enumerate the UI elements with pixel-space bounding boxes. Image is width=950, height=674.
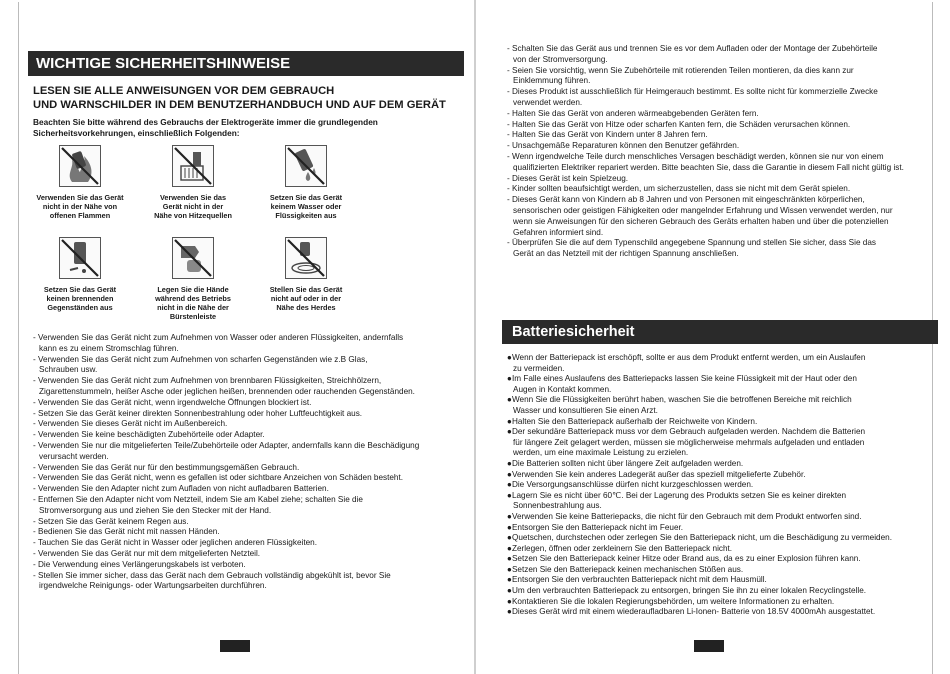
- list-item: [33, 495, 463, 517]
- list-item: [507, 141, 937, 152]
- battery-safety-list: [507, 353, 937, 618]
- list-item: [507, 44, 937, 66]
- list-item: [33, 430, 463, 441]
- item-line: qualifizierten Elektriker repariert werden. Bitte beachten Sie, dass die Garantie in diesem Fall nicht gültig ist.: [513, 162, 904, 172]
- caption-line: Nähe des Herdes: [276, 303, 336, 312]
- bullet-item: [507, 597, 937, 608]
- list-item: [507, 195, 937, 238]
- intro-line: Sicherheitsvorkehrungen, einschließlich Folgenden:: [33, 127, 240, 138]
- item-line: sensorischen oder geistigen Fähigkeiten oder mangelnder Erfahrung und Wissen verwendet werden, nur: [513, 205, 893, 215]
- item-line: Einklemmung führen.: [513, 76, 591, 86]
- caption-line: Setzen Sie das Gerät: [269, 193, 343, 202]
- item-line: ●Im Falle eines Auslaufens des Batteriepacks lassen Sie keine Flüssigkeit mit der Haut oder den: [507, 374, 857, 384]
- caption-line: keinem Wasser oder: [270, 202, 342, 211]
- intro-line: Beachten Sie bitte während des Gebrauchs der Elektrogeräte immer die grundlegenden: [33, 117, 378, 127]
- no-flame-icon: [59, 145, 101, 187]
- list-item: [33, 484, 463, 495]
- item-line: Wasser und konsultieren Sie einen Arzt.: [513, 405, 658, 415]
- caption-line: Gerät nicht in der: [162, 202, 224, 211]
- no-burning-objects-icon: [59, 237, 101, 279]
- item-line: zu vermeiden.: [513, 363, 565, 373]
- item-line: - Dieses Gerät kann von Kindern ab 8 Jahren und von Personen mit eingeschränkten körperlichen,: [507, 195, 865, 205]
- list-item: [33, 473, 463, 484]
- caption-line: Nähe von Hitzequellen: [154, 211, 232, 220]
- list-item: [507, 120, 937, 131]
- item-line: kann es zu einem Stromschlag führen.: [39, 343, 179, 353]
- item-line: ●Verwenden Sie kein anderes Ladegerät außer das speziell mitgelieferte Zubehör.: [507, 469, 806, 479]
- item-line: - Stellen Sie immer sicher, dass das Gerät nach dem Gebrauch vollständig abgekühlt ist, bevor Sie: [33, 570, 391, 580]
- bullet-item: [507, 544, 937, 555]
- item-line: - Verwenden Sie das Gerät nicht zum Aufnehmen von brennbaren Flüssigkeiten, Streichhölzern,: [33, 376, 382, 386]
- warning-no-water: [258, 145, 354, 220]
- bullet-item: [507, 565, 937, 576]
- no-stove-icon: [285, 237, 327, 279]
- item-line: Augen in Kontakt kommen.: [513, 384, 612, 394]
- caption-line: Gegenständen aus: [47, 303, 113, 312]
- no-hands-brush-icon: [172, 237, 214, 279]
- no-water-icon: [285, 145, 327, 187]
- item-line: - Verwenden Sie dieses Gerät nicht im Außenbereich.: [33, 419, 228, 429]
- safety-instruction-list: [33, 333, 463, 592]
- item-line: - Kinder sollten beaufsichtigt werden, um sicherzustellen, dass sie nicht mit dem Gerät spielen.: [507, 184, 851, 194]
- safety-instruction-list-continued: [507, 44, 937, 260]
- bullet-item: [507, 480, 937, 491]
- warning-no-stove: [258, 237, 354, 312]
- list-item: [507, 184, 937, 195]
- item-line: ●Setzen Sie den Batteriepack keinen mechanischen Stößen aus.: [507, 564, 744, 574]
- warning-no-flame: [32, 145, 128, 220]
- item-line: wenn sie Anweisungen für den sicheren Gebrauch des Geräts erhalten haben und über die potenziellen: [513, 216, 889, 226]
- item-line: - Verwenden Sie das Gerät nur für den bestimmungsgemäßen Gebrauch.: [33, 462, 300, 472]
- bullet-item: [507, 427, 937, 459]
- item-line: - Entfernen Sie den Adapter nicht vom Netzteil, indem Sie am Kabel ziehe; schalten Sie die: [33, 494, 363, 504]
- caption-line: keinen brennenden: [46, 294, 114, 303]
- list-item: [507, 238, 937, 260]
- list-item: [33, 517, 463, 528]
- caption-line: Flüssigkeiten aus: [275, 211, 337, 220]
- warning-no-burning-objects: [32, 237, 128, 312]
- item-line: - Dieses Gerät ist kein Spielzeug.: [507, 173, 629, 183]
- no-heat-source-icon: [172, 145, 214, 187]
- item-line: Gerät an das Netzteil mit der richtigen Spannung anschließen.: [513, 249, 739, 259]
- item-line: ●Kontaktieren Sie die lokalen Regierungsbehörden, um weitere Informationen zu erhalten.: [507, 596, 835, 606]
- item-line: - Wenn irgendwelche Teile durch menschliches Versagen beschädigt werden, können sie nur von einem: [507, 151, 884, 161]
- icon-caption: [32, 193, 128, 220]
- icon-caption: [258, 193, 354, 220]
- safety-header: WICHTIGE SICHERHEITSHINWEISE: [28, 51, 464, 76]
- bullet-item: [507, 607, 937, 618]
- item-line: - Verwenden Sie das Gerät nicht, wenn es gefallen ist oder sichtbare Anzeichen von Schäden besteht.: [33, 473, 404, 483]
- icon-caption: [32, 285, 128, 312]
- subtitle-line: LESEN SIE ALLE ANWEISUNGEN VOR DEM GEBRAUCH: [33, 85, 335, 97]
- item-line: - Halten Sie das Gerät von Hitze oder scharfen Kanten fern, die Schäden verursachen können.: [507, 119, 851, 129]
- item-line: Stromversorgung aus und ziehen Sie den Stecker mit der Hand.: [39, 505, 272, 515]
- item-line: ●Wenn Sie die Flüssigkeiten berührt haben, waschen Sie die betroffenen Bereiche mit reichlich: [507, 395, 852, 405]
- item-line: - Seien Sie vorsichtig, wenn Sie Zubehörteile mit rotierenden Teilen montieren, da dies kann zur: [507, 65, 854, 75]
- list-item: [507, 174, 937, 185]
- item-line: - Verwenden Sie das Gerät nicht, wenn irgendwelche Öffnungen blockiert ist.: [33, 397, 312, 407]
- icon-caption: [145, 193, 241, 220]
- list-item: [33, 441, 463, 463]
- item-line: irgendwelche Reinigungs- oder Wartungsarbeiten durchführen.: [39, 581, 267, 591]
- list-item: [33, 549, 463, 560]
- item-line: ●Verwenden Sie keine Batteriepacks, die nicht für den Gebrauch mit dem Produkt entworfen sind.: [507, 511, 862, 521]
- icon-caption: [145, 285, 241, 321]
- item-line: - Verwenden Sie den Adapter nicht zum Aufladen von nicht aufladbaren Batterien.: [33, 484, 329, 494]
- item-line: Gefahren informiert sind.: [513, 227, 604, 237]
- item-line: - Verwenden Sie das Gerät nicht zum Aufnehmen von Wasser oder anderen Flüssigkeiten, andernfalls: [33, 333, 404, 342]
- list-item: [33, 527, 463, 538]
- item-line: - Dieses Produkt ist ausschließlich für Heimgerauch bestimmt. Es sollte nicht für kommerzielle Zwecke: [507, 87, 878, 97]
- item-line: verursacht werden.: [39, 451, 109, 461]
- bullet-item: [507, 459, 937, 470]
- list-item: [33, 409, 463, 420]
- list-item: [33, 560, 463, 571]
- caption-line: Verwenden Sie das: [159, 193, 227, 202]
- list-item: [33, 463, 463, 474]
- item-line: - Verwenden Sie nur die mitgelieferten Teile/Zubehörteile oder Adapter, andernfalls kann die Beschädigung: [33, 440, 420, 450]
- item-line: ●Dieses Gerät wird mit einem wiederaufladbaren Li-Ionen- Batterie von 18.5V 4000mAh ausgestattet.: [507, 607, 876, 617]
- caption-line: nicht in der Nähe von: [42, 202, 118, 211]
- item-line: ●Entsorgen Sie den verbrauchten Batteriepack nicht mit dem Hausmüll.: [507, 575, 767, 585]
- item-line: Zigarettenstummeln, heißer Asche oder jeglichen heißen, brennenden oder rauchenden Gegenständen.: [39, 386, 415, 396]
- item-line: ●Die Versorgungsanschlüsse dürfen nicht kurzgeschlossen werden.: [507, 480, 754, 490]
- warning-no-hands-brush: [145, 237, 241, 321]
- item-line: ●Wenn der Batteriepack ist erschöpft, sollte er aus dem Produkt entfernt werden, um ein Auslaufen: [507, 353, 866, 362]
- list-item: [33, 355, 463, 377]
- item-line: - Verwenden Sie das Gerät nur mit dem mitgelieferten Netzteil.: [33, 548, 261, 558]
- item-line: - Schalten Sie das Gerät aus und trennen Sie es vor dem Aufladen oder der Montage der Zubehörteile: [507, 44, 878, 53]
- bullet-item: [507, 374, 937, 395]
- list-item: [33, 398, 463, 409]
- item-line: ●Die Batterien sollten nicht über längere Zeit aufgeladen werden.: [507, 458, 744, 468]
- battery-safety-header: Batteriesicherheit: [502, 320, 938, 344]
- item-line: ●Zerlegen, öffnen oder zerkleinern Sie den Batteriepack nicht.: [507, 543, 733, 553]
- caption-line: Setzen Sie das Gerät: [43, 285, 117, 294]
- item-line: Schrauben usw.: [39, 365, 98, 375]
- item-line: - Tauchen Sie das Gerät nicht in Wasser oder jeglichen anderen Flüssigkeiten.: [33, 538, 317, 548]
- list-item: [507, 152, 937, 174]
- bullet-item: [507, 575, 937, 586]
- warning-no-heat-source: [145, 145, 241, 220]
- caption-line: Legen Sie die Hände: [157, 285, 229, 294]
- list-item: [33, 571, 463, 593]
- item-line: - Setzen Sie das Gerät keiner direkten Sonnenbestrahlung oder hoher Luftfeuchtigkeit aus.: [33, 408, 363, 418]
- bullet-item: [507, 554, 937, 565]
- item-line: ●Halten Sie den Batteriepack außerhalb der Reichweite von Kindern.: [507, 416, 758, 426]
- left-page: [0, 0, 474, 674]
- item-line: ●Quetschen, durchstechen oder zerlegen Sie den Batteriepack nicht, um die Beschädigung zu vermeiden.: [507, 533, 892, 543]
- caption-line: offenen Flammen: [49, 211, 111, 220]
- item-line: - Verwenden Sie das Gerät nicht zum Aufnehmen von scharfen Gegenständen wie z.B Glas,: [33, 354, 368, 364]
- bullet-item: [507, 395, 937, 416]
- list-item: [507, 130, 937, 141]
- page-number-tab: [694, 640, 724, 652]
- left-margin-line: [18, 2, 19, 674]
- item-line: - Die Verwendung eines Verlängerungskabels ist verboten.: [33, 559, 246, 569]
- caption-line: nicht in die Nähe der: [157, 303, 229, 312]
- list-item: [507, 87, 937, 109]
- item-line: - Verwenden Sie keine beschädigten Zubehörteile oder Adapter.: [33, 430, 265, 440]
- item-line: von der Stromversorgung.: [513, 54, 608, 64]
- item-line: - Halten Sie das Gerät von anderen wärmeabgebenden Geräten fern.: [507, 108, 759, 118]
- item-line: - Bedienen Sie das Gerät nicht mit nassen Händen.: [33, 527, 220, 537]
- caption-line: während des Betriebs: [155, 294, 231, 303]
- list-item: [507, 109, 937, 120]
- item-line: ●Der sekundäre Batteriepack muss vor dem Gebrauch aufgeladen werden. Nachdem die Batterien: [507, 427, 866, 437]
- item-line: - Halten Sie das Gerät von Kindern unter 8 Jahren fern.: [507, 130, 708, 140]
- caption-line: Stellen Sie das Gerät: [269, 285, 343, 294]
- item-line: ●Setzen Sie den Batteriepack keiner Hitze oder Brand aus, da es zu einer Explosion führen kann.: [507, 554, 861, 564]
- item-line: - Unsachgemäße Reparaturen können den Benutzer gefährden.: [507, 141, 740, 151]
- bullet-item: [507, 586, 937, 597]
- bullet-item: [507, 512, 937, 523]
- item-line: für längere Zeit gelagert werden, müssen sie möglicherweise mehrmals aufgeladen und entladen: [513, 437, 865, 447]
- list-item: [507, 66, 937, 88]
- intro-text: [33, 117, 463, 138]
- item-line: Sonnenbestrahlung aus.: [513, 501, 602, 511]
- caption-line: Bürstenleiste: [169, 312, 217, 321]
- item-line: ●Um den verbrauchten Batteriepack zu entsorgen, bringen Sie ihn zu einer lokalen Recyclingstelle.: [507, 586, 867, 596]
- bullet-item: [507, 523, 937, 534]
- bullet-item: [507, 470, 937, 481]
- read-instructions-subtitle: [33, 84, 463, 112]
- icon-caption: [258, 285, 354, 312]
- list-item: [33, 333, 463, 355]
- list-item: [33, 419, 463, 430]
- bullet-item: [507, 533, 937, 544]
- item-line: verwendet werden.: [513, 97, 583, 107]
- list-item: [33, 538, 463, 549]
- list-item: [33, 376, 463, 398]
- item-line: werden, um eine maximale Leistung zu erzielen.: [513, 448, 689, 458]
- bullet-item: [507, 353, 937, 374]
- item-line: ●Entsorgen Sie den Batteriepack nicht im Feuer.: [507, 522, 684, 532]
- page-number-tab: [220, 640, 250, 652]
- item-line: ●Lagern Sie es nicht über 60℃. Bei der Lagerung des Produkts setzen Sie es keiner direkten: [507, 490, 847, 500]
- item-line: - Überprüfen Sie die auf dem Typenschild angegebene Spannung und stellen Sie sicher, dass Sie das: [507, 238, 876, 248]
- subtitle-line: UND WARNSCHILDER IN DEM BENUTZERHANDBUCH UND AUF DEM GERÄT: [33, 99, 446, 111]
- caption-line: Verwenden Sie das Gerät: [36, 193, 124, 202]
- bullet-item: [507, 417, 937, 428]
- bullet-item: [507, 491, 937, 512]
- caption-line: nicht auf oder in der: [270, 294, 342, 303]
- item-line: - Setzen Sie das Gerät keinem Regen aus.: [33, 516, 189, 526]
